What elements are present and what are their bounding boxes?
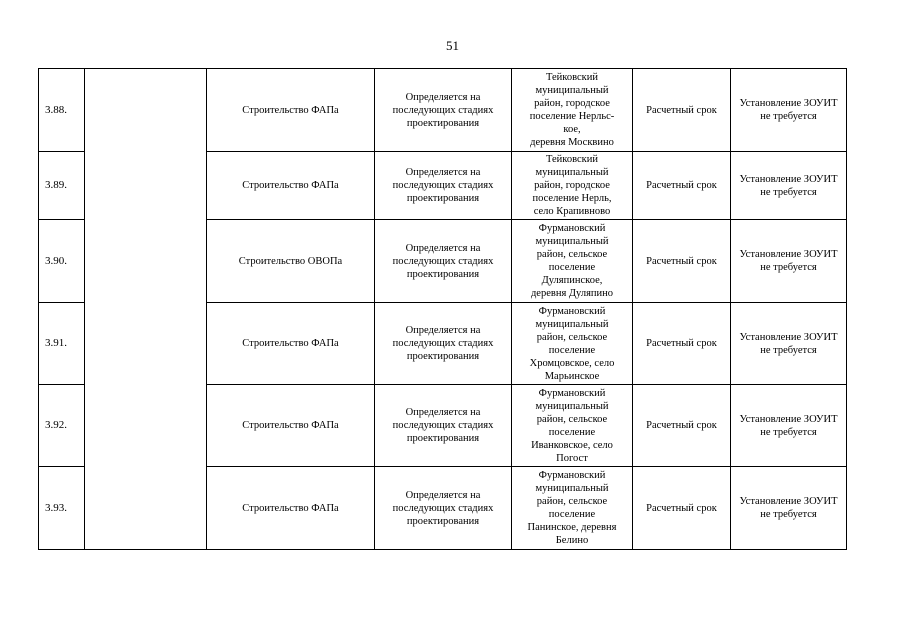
document-table [38,68,847,550]
object-name: Строительство ФАПа [207,69,375,152]
zone-cell: Установление ЗОУИТ не требуется [731,467,847,550]
object-name: Строительство ФАПа [207,385,375,467]
term-cell: Расчетный срок [633,385,731,467]
parameters-cell: Определяется на последующих стадиях проектирования [375,303,512,385]
location-cell: Фурмановский муниципальный район, сельское поселение Дуляпинское, деревня Дуляпино [512,220,633,303]
parameters-cell: Определяется на последующих стадиях проектирования [375,152,512,220]
parameters-cell: Определяется на последующих стадиях проектирования [375,385,512,467]
zone-cell: Установление ЗОУИТ не требуется [731,69,847,152]
location-cell: Тейковский муниципальный район, городское поселение Нерль, село Крапивново [512,152,633,220]
term-cell: Расчетный срок [633,303,731,385]
row-number: 3.88. [39,69,85,152]
term-cell: Расчетный срок [633,69,731,152]
row-number: 3.89. [39,152,85,220]
parameters-cell: Определяется на последующих стадиях проектирования [375,467,512,550]
row-number: 3.91. [39,303,85,385]
object-name: Строительство ФАПа [207,467,375,550]
location-cell: Тейковский муниципальный район, городское поселение Нерльс- кое, деревня Москвино [512,69,633,152]
row-number: 3.92. [39,385,85,467]
row-number: 3.93. [39,467,85,550]
merged-empty-cell [85,69,207,550]
page-number: 51 [446,38,459,53]
zone-cell: Установление ЗОУИТ не требуется [731,152,847,220]
location-cell: Фурмановский муниципальный район, сельское поселение Иванковское, село Погост [512,385,633,467]
zone-cell: Установление ЗОУИТ не требуется [731,303,847,385]
term-cell: Расчетный срок [633,220,731,303]
table-row [39,69,847,152]
object-name: Строительство ФАПа [207,152,375,220]
parameters-cell: Определяется на последующих стадиях проектирования [375,69,512,152]
object-name: Строительство ОВОПа [207,220,375,303]
term-cell: Расчетный срок [633,467,731,550]
location-cell: Фурмановский муниципальный район, сельское поселение Панинское, деревня Белино [512,467,633,550]
location-cell: Фурмановский муниципальный район, сельское поселение Хромцовское, село Марьинское [512,303,633,385]
zone-cell: Установление ЗОУИТ не требуется [731,385,847,467]
term-cell: Расчетный срок [633,152,731,220]
row-number: 3.90. [39,220,85,303]
parameters-cell: Определяется на последующих стадиях проектирования [375,220,512,303]
object-name: Строительство ФАПа [207,303,375,385]
zone-cell: Установление ЗОУИТ не требуется [731,220,847,303]
